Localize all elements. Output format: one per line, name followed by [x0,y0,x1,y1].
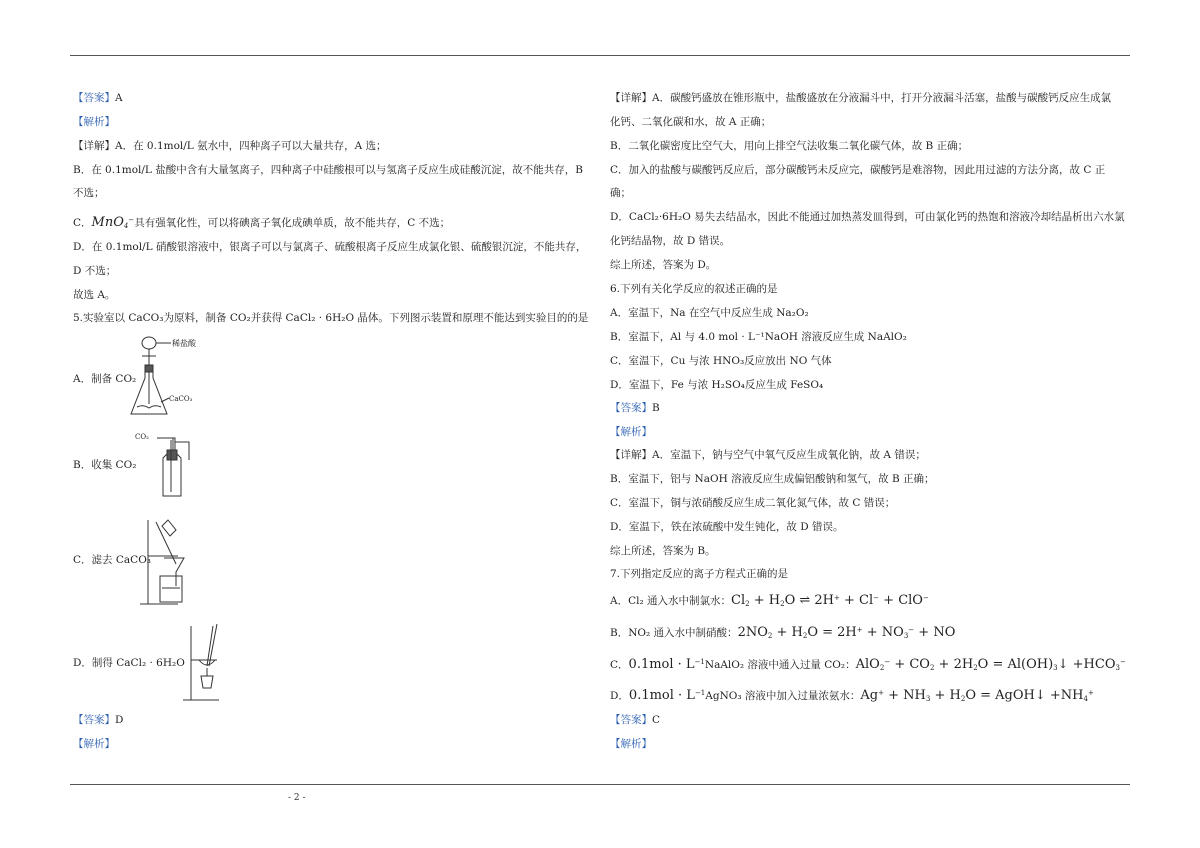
q5-detail-1: 【详解】A．碳酸钙盛放在锥形瓶中，盐酸盛放在分液漏斗中，打开分液漏斗活塞，盐酸与碳酸钙反应生成氯 [610,92,1112,104]
q6-option-d: D．室温下，Fe 与浓 H₂SO₄反应生成 FeSO₄ [610,379,824,391]
answer-value: A [115,92,123,104]
q5-option-d: D．制得 CaCl₂ · 6H₂O [73,657,185,669]
q5-detail-8: 综上所述，答案为 D。 [610,259,717,271]
answer-tag: 【答案】 [610,714,652,726]
apparatus-c-filter-icon [138,516,198,610]
q7-option-a-equation: $Cl_2 + H_2O$ ⇌ 2H+ + Cl− + ClO− [731,593,929,608]
permanganate-formula: MnO$_4$− [91,215,135,230]
label-co2: CO₂ [135,433,149,441]
q5-answer-line [73,713,123,727]
q4-detail-4-prefix: C． [73,217,92,229]
q4-detail-1: 【详解】A．在 0.1mol/L 氨水中，四种离子可以大量共存，A 选； [73,140,387,152]
answer-tag: 【答案】 [73,714,115,726]
q7-stem: 7.下列指定反应的离子方程式正确的是 [610,568,789,580]
answer-tag: 【答案】 [73,92,115,104]
q5-detail-7: 化钙结晶物，故 D 错误。 [610,235,731,247]
q6-option-c: C．室温下，Cu 与浓 HNO₃反应放出 NO 气体 [610,355,832,367]
q4-detail-2: B．在 0.1mol/L 盐酸中含有大量氢离子，四种离子中硅酸根可以与氢离子反应生成硅酸沉淀，故不能共存，B [73,164,583,176]
q4-detail-5: D．在 0.1mol/L 硝酸银溶液中，银离子可以与氯离子、硫酸根离子反应生成氯化银、硫酸银沉淀，不能共存， [73,241,587,253]
q7-option-d-equation: $Ag^+ + NH_3 + H_2O$ = AgOH↓ $+NH_4^+$ [860,688,1094,703]
q7-option-a-text: A．Cl₂ 通入水中制氯水： [610,595,732,607]
q7-option-c [610,655,1126,675]
q7-option-a [610,591,929,611]
q7-option-c-prefix: C． [610,659,629,671]
answer-value: D [115,714,124,726]
q7-option-c-text: NaAlO₂ 溶液中通入过量 CO₂： [704,659,856,671]
q5-detail-6: D．CaCl₂·6H₂O 易失去结晶水，因此不能通过加热蒸发皿得到，可由氯化钙的热饱和溶液冷却结晶析出六水氯 [610,211,1125,223]
q4-answer-line [73,91,123,105]
q7-option-b-equation: $2NO_2 + H_2O = 2H^+ + NO_3^-$ + NO [737,625,956,640]
q6-detail-1: 【详解】A．室温下，钠与空气中氧气反应生成氧化钠，故 A 错误； [610,449,926,461]
footer-rule [70,784,1130,785]
q7-analysis-tag: 【解析】 [610,738,652,750]
q7-option-d-prefix: D． [610,690,629,702]
q4-detail-4-text: 具有强氧化性，可以将碘离子氧化成碘单质，故不能共存，C 不选； [134,217,451,229]
q7-option-b-text: B．NO₂ 通入水中制硝酸： [610,627,738,639]
q5-detail-5: 确； [610,187,631,199]
apparatus-d-evaporation-icon [183,620,233,704]
answer-tag: 【答案】 [610,402,652,414]
q5-option-c: C．滤去 CaCO₃ [73,554,152,566]
q7-option-c-equation: $AlO_2^- + CO_2 + 2H_2O$ = $Al(OH)_3↓ +HCO_3^-$ [855,657,1126,672]
q5-detail-3: B．二氧化碳密度比空气大，用向上排空气法收集二氧化碳气体，故 B 正确； [610,140,969,152]
q6-detail-2: B．室温下，铝与 NaOH 溶液反应生成偏铝酸钠和氢气，故 B 正确； [610,473,935,485]
q4-detail-6: D 不选； [73,265,117,277]
q6-answer-line [610,401,660,415]
label-caco3: CaCO₃ [169,395,193,403]
q5-option-a: A．制备 CO₂ [73,373,137,385]
q7-option-c-concentration: $0.1mol \cdot L^{-1}$ [628,657,705,672]
q6-option-a: A．室温下，Na 在空气中反应生成 Na₂O₂ [610,307,809,319]
q5-analysis-tag: 【解析】 [73,738,115,750]
header-rule [70,55,1130,56]
q4-analysis-tag: 【解析】 [73,116,115,128]
apparatus-a-flask-icon [125,334,215,418]
q6-option-b: B．室温下，Al 与 4.0 mol · L⁻¹NaOH 溶液反应生成 NaAlO₂ [610,331,907,343]
q6-analysis-tag: 【解析】 [610,426,652,438]
answer-value: B [652,402,660,414]
q7-option-b [610,623,955,643]
q4-detail-4 [73,213,450,233]
q5-option-b: B．收集 CO₂ [73,459,137,471]
q6-detail-5: 综上所述，答案为 B。 [610,545,716,557]
q7-option-d-text: AgNO₃ 溶液中加入过量浓氨水： [705,690,861,702]
q7-answer-line [610,713,660,727]
page-number: - 2 - [288,793,306,803]
q5-stem: 5.实验室以 CaCO₃为原料，制备 CO₂并获得 CaCl₂ · 6H₂O 晶体。下列图示装置和原理不能达到实验目的的是 [73,312,589,324]
q4-detail-7: 故选 A。 [73,289,116,301]
q4-detail-3: 不选； [73,187,105,199]
q5-detail-4: C．加入的盐酸与碳酸钙反应后，部分碳酸钙未反应完，碳酸钙是难溶物，因此用过滤的方法分离，故 C 正 [610,164,1106,176]
q6-detail-4: D．室温下，铁在浓硫酸中发生钝化，故 D 错误。 [610,521,844,533]
answer-value: C [652,714,661,726]
q6-detail-3: C．室温下，铜与浓硝酸反应生成二氧化氮气体，故 C 错误； [610,497,896,509]
apparatus-b-gas-bottle-icon [133,430,203,500]
q7-option-d [610,686,1094,706]
label-dilute-hcl: 稀盐酸 [172,339,196,348]
q6-stem: 6.下列有关化学反应的叙述正确的是 [610,283,778,295]
q7-option-d-concentration: $0.1mol \cdot L^{-1}$ [628,688,706,703]
q5-detail-2: 化钙、二氧化碳和水，故 A 正确； [610,116,772,128]
